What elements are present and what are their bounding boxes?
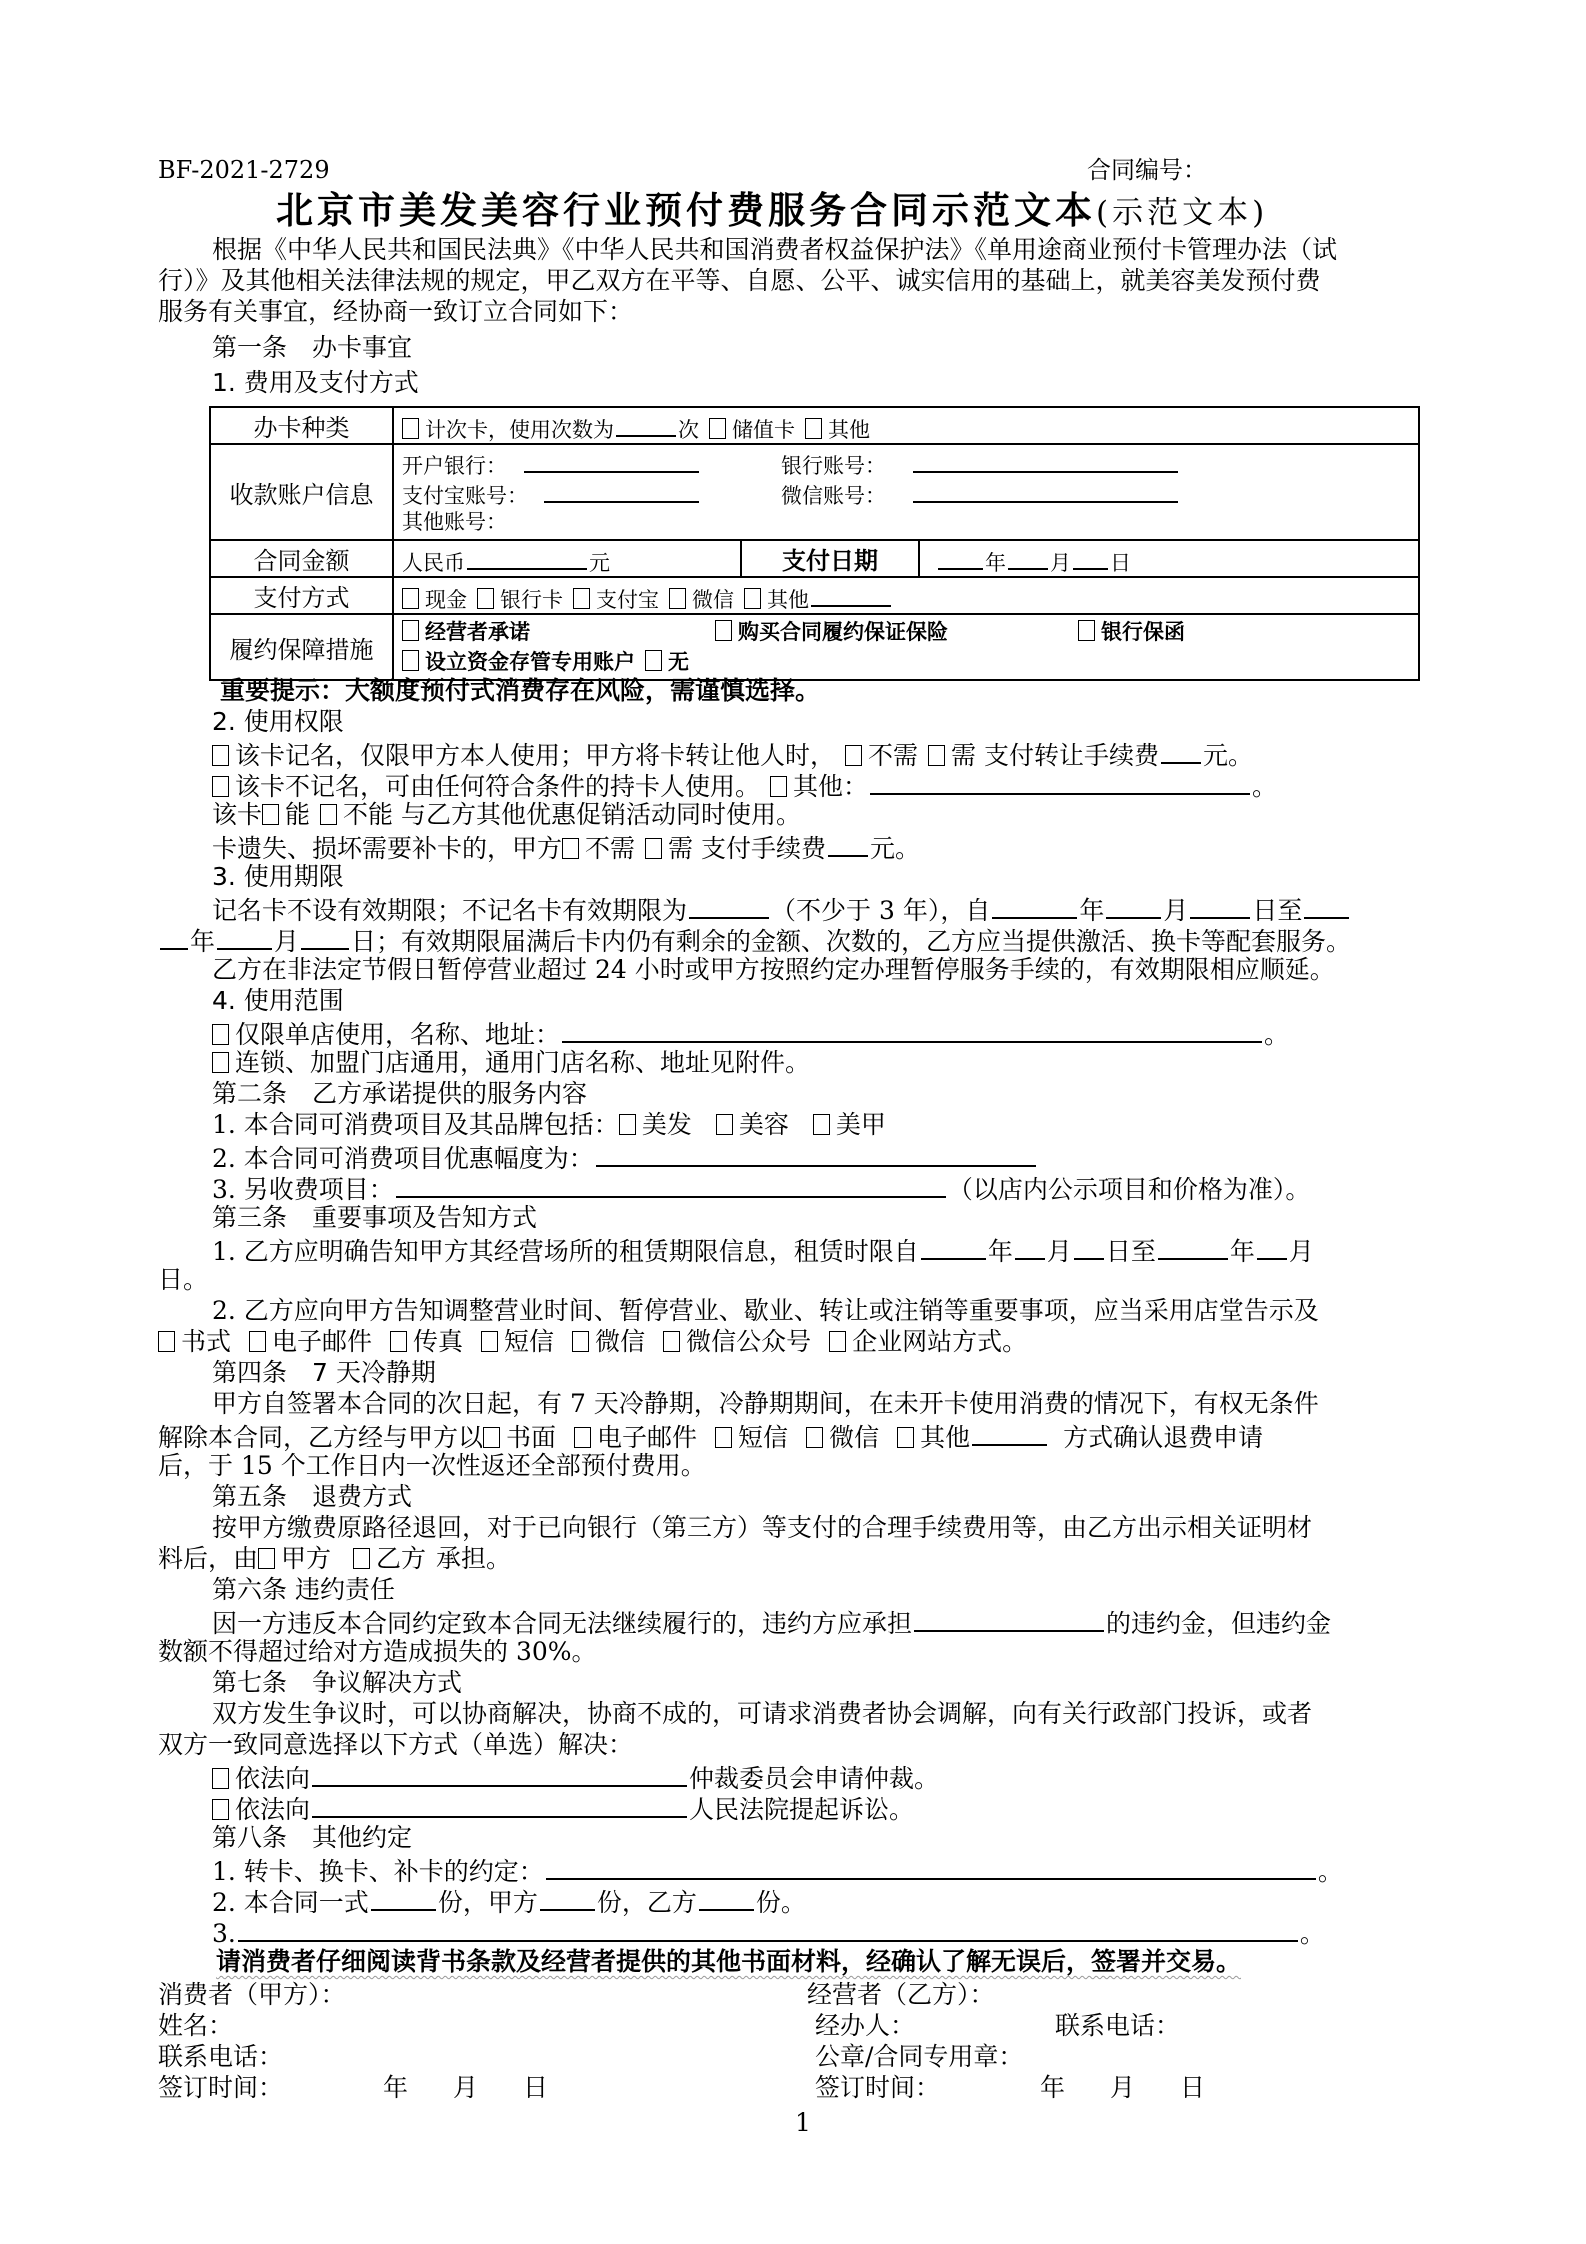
checkbox[interactable] xyxy=(928,745,945,766)
operator-label: 经营者（乙方）： xyxy=(807,1980,995,2009)
payment-method-label: 支付方式 xyxy=(210,577,393,614)
checkbox[interactable] xyxy=(320,804,337,825)
final-notice: 请消费者仔细阅读背书条款及经营者提供的其他书面材料，经确认了解无误后，签署并交易。 xyxy=(216,1947,1242,1976)
checkbox[interactable] xyxy=(829,1331,846,1352)
seal-label: 公章/合同专用章： xyxy=(815,2042,1024,2071)
checkbox[interactable] xyxy=(716,1114,733,1135)
article-8-title: 第八条 其他约定 xyxy=(212,1823,413,1852)
consumer-name-label: 姓名： xyxy=(158,2011,234,2040)
page-subtitle: (示范文本) xyxy=(1096,195,1269,231)
checkbox[interactable] xyxy=(481,1331,498,1352)
scope-line-2: 连锁、加盟门店通用，通用门店名称、地址见附件。 xyxy=(212,1048,810,1078)
guarantee-label: 履约保障措施 xyxy=(210,614,393,680)
checkbox[interactable] xyxy=(709,418,726,439)
checkbox[interactable] xyxy=(353,1548,370,1569)
checkbox[interactable] xyxy=(249,1331,266,1352)
consumer-phone-label: 联系电话： xyxy=(158,2042,284,2071)
checkbox[interactable] xyxy=(158,1331,175,1352)
service-line-1: 1. 本合同可消费项目及其品牌包括： 美发 美容 美甲 xyxy=(212,1110,886,1139)
preamble-line-1: 根据《中华人民共和国民法典》《中华人民共和国消费者权益保护法》《单用途商业预付卡管理办法（试 xyxy=(212,235,1338,264)
checkbox[interactable] xyxy=(744,588,761,609)
consumer-label: 消费者（甲方）： xyxy=(158,1980,346,2009)
checkbox[interactable] xyxy=(402,620,419,641)
usage-line-3: 该卡 能 不能 与乙方其他优惠促销活动同时使用。 xyxy=(212,800,801,829)
checkbox[interactable] xyxy=(483,1427,500,1448)
usage-line-4: 卡遗失、损坏需要补卡的，甲方 不需 需 支付手续费 元。 xyxy=(212,831,920,864)
litigation-option: 依法向 人民法院提起诉讼。 xyxy=(212,1792,914,1825)
checkbox[interactable] xyxy=(402,650,419,671)
card-type-label: 办卡种类 xyxy=(210,407,393,444)
checkbox[interactable] xyxy=(715,620,732,641)
term-line-3: 乙方在非法定节假日暂停营业超过 24 小时或甲方按照约定办理暂停服务手续的，有效期限相应顺延。 xyxy=(212,955,1335,984)
checkbox[interactable] xyxy=(663,1331,680,1352)
checkbox[interactable] xyxy=(212,1052,229,1073)
term-line-2: 年 月 日；有效期限届满后卡内仍有剩余的金额、次数的，乙方应当提供激活、换卡等配套服务。 xyxy=(158,924,1351,957)
amount-label: 合同金额 xyxy=(210,540,393,577)
lease-line-2: 日。 xyxy=(158,1265,209,1294)
preamble-line-2: 行）》及其他相关法律法规的规定，甲乙双方在平等、自愿、公平、诚实信用的基础上，就美容美发预付费 xyxy=(158,266,1321,295)
checkbox[interactable] xyxy=(402,588,419,609)
guarantee-options: 经营者承诺 购买合同履约保证保险 银行保函 设立资金存管专用账户 无 xyxy=(393,614,1419,680)
pay-date-label: 支付日期 xyxy=(741,540,919,577)
cooling-line-3: 后，于 15 个工作日内一次性返还全部预付费用。 xyxy=(158,1451,706,1480)
contract-number-label: 合同编号： xyxy=(1087,156,1207,184)
usage-line-2: 该卡不记名，可由任何符合条件的持卡人使用。 其他： 。 xyxy=(212,769,1277,802)
checkbox[interactable] xyxy=(402,418,419,439)
cooling-line-2: 解除本合同，乙方经与甲方以 书面 电子邮件 短信 微信 其他 方式确认退费申请 xyxy=(158,1420,1263,1453)
service-line-3: 3. 另收费项目： （以店内公示项目和价格为准）。 xyxy=(212,1172,1310,1205)
article-7-title: 第七条 争议解决方式 xyxy=(212,1668,463,1697)
refund-line-2: 料后，由 甲方 乙方 承担。 xyxy=(158,1544,512,1573)
risk-notice: 重要提示：大额度预付式消费存在风险，需谨慎选择。 xyxy=(220,676,821,705)
article-6-title: 第六条 违约责任 xyxy=(212,1575,395,1604)
card-type-options: 计次卡，使用次数为 次 储值卡 其他 xyxy=(393,407,1419,444)
account-info-fields: 开户银行： 银行账号： 支付宝账号： 微信账号： 其他账号： xyxy=(393,444,1419,540)
term-line-1: 记名卡不设有效期限；不记名卡有效期限为 （不少于 3 年），自 年 月 日至 xyxy=(212,893,1351,926)
checkbox[interactable] xyxy=(645,838,662,859)
dispute-line-2: 双方一致同意选择以下方式（单选）解决： xyxy=(158,1730,634,1759)
consumer-date: 签订时间： 年 月 日 xyxy=(158,2073,549,2102)
page-number: 1 xyxy=(795,2108,811,2137)
checkbox[interactable] xyxy=(645,650,662,671)
usage-line-1: 该卡记名，仅限甲方本人使用；甲方将卡转让他人时， 不需 需 支付转让手续费 元。 xyxy=(212,738,1253,771)
checkbox[interactable] xyxy=(212,1799,229,1820)
section-2-title: 2. 使用权限 xyxy=(212,707,344,736)
checkbox[interactable] xyxy=(715,1427,732,1448)
pay-date-field: 年 月 日 xyxy=(919,540,1419,577)
checkbox[interactable] xyxy=(212,776,229,797)
notify-line-2: 书式 电子邮件 传真 短信 微信 微信公众号 企业网站方式。 xyxy=(158,1327,1027,1357)
document-code: BF-2021-2729 xyxy=(158,156,330,184)
dispute-line-1: 双方发生争议时，可以协商解决，协商不成的，可请求消费者协会调解，向有关行政部门投诉，或者 xyxy=(212,1699,1313,1728)
checkbox[interactable] xyxy=(212,745,229,766)
cooling-line-1: 甲方自签署本合同的次日起，有 7 天冷静期，冷静期期间，在未开卡使用消费的情况下，有权无条件 xyxy=(212,1389,1319,1418)
checkbox[interactable] xyxy=(897,1427,914,1448)
checkbox[interactable] xyxy=(574,1427,591,1448)
article-4-title: 第四条 7 天冷静期 xyxy=(212,1358,436,1387)
operator-date: 签订时间： 年 月 日 xyxy=(815,2073,1206,2102)
article-2-title: 第二条 乙方承诺提供的服务内容 xyxy=(212,1079,588,1108)
checkbox[interactable] xyxy=(477,588,494,609)
page-title: 北京市美发美容行业预付费服务合同示范文本(示范文本) xyxy=(276,188,1269,232)
checkbox[interactable] xyxy=(813,1114,830,1135)
checkbox[interactable] xyxy=(1078,620,1095,641)
scope-line-1: 仅限单店使用，名称、地址： 。 xyxy=(212,1017,1289,1050)
checkbox[interactable] xyxy=(212,1024,229,1045)
checkbox[interactable] xyxy=(258,1548,275,1569)
service-line-2: 2. 本合同可消费项目优惠幅度为： xyxy=(212,1141,1038,1174)
article-5-title: 第五条 退费方式 xyxy=(212,1482,413,1511)
section-4-title: 4. 使用范围 xyxy=(212,986,344,1015)
checkbox[interactable] xyxy=(770,776,787,797)
checkbox[interactable] xyxy=(390,1331,407,1352)
agent-phone-label: 联系电话： xyxy=(1055,2011,1181,2040)
checkbox[interactable] xyxy=(845,745,862,766)
breach-line-1: 因一方违反本合同约定致本合同无法继续履行的，违约方应承担 的违约金，但违约金 xyxy=(212,1606,1331,1639)
checkbox[interactable] xyxy=(669,588,686,609)
article-1-title: 第一条 办卡事宜 xyxy=(212,333,413,362)
notify-line-1: 2. 乙方应向甲方告知调整营业时间、暂停营业、歇业、转让或注销等重要事项，应当采用店堂告示及 xyxy=(212,1296,1319,1325)
other-line-2: 2. 本合同一式 份，甲方 份，乙方 份。 xyxy=(212,1885,806,1918)
preamble-line-3: 服务有关事宜，经协商一致订立合同如下： xyxy=(158,297,634,326)
breach-line-2: 数额不得超过给对方造成损失的 30%。 xyxy=(158,1637,597,1666)
amount-field: 人民币 元 xyxy=(393,540,741,577)
checkbox[interactable] xyxy=(262,804,279,825)
refund-line-1: 按甲方缴费原路径退回，对于已向银行（第三方）等支付的合理手续费用等，由乙方出示相关证明材 xyxy=(212,1513,1313,1542)
checkbox[interactable] xyxy=(619,1114,636,1135)
section-3-title: 3. 使用期限 xyxy=(212,862,344,891)
agent-label: 经办人： xyxy=(815,2011,916,2040)
other-line-1: 1. 转卡、换卡、补卡的约定： 。 xyxy=(212,1854,1343,1887)
checkbox[interactable] xyxy=(573,588,590,609)
checkbox[interactable] xyxy=(212,1768,229,1789)
checkbox[interactable] xyxy=(806,1427,823,1448)
lease-line-1: 1. 乙方应明确告知甲方其经营场所的租赁期限信息，租赁时限自 年 月 日至 年 月 xyxy=(212,1234,1314,1267)
other-line-3: 3. 。 xyxy=(212,1916,1325,1949)
checkbox[interactable] xyxy=(572,1331,589,1352)
payment-method-options: 现金 银行卡 支付宝 微信 其他 xyxy=(393,577,1419,614)
section-1-title: 1. 费用及支付方式 xyxy=(212,368,419,397)
article-3-title: 第三条 重要事项及告知方式 xyxy=(212,1203,538,1232)
checkbox[interactable] xyxy=(805,418,822,439)
checkbox[interactable] xyxy=(562,838,579,859)
arbitration-option: 依法向 仲裁委员会申请仲裁。 xyxy=(212,1761,939,1794)
account-info-label: 收款账户信息 xyxy=(210,444,393,540)
payment-table xyxy=(209,406,1420,681)
